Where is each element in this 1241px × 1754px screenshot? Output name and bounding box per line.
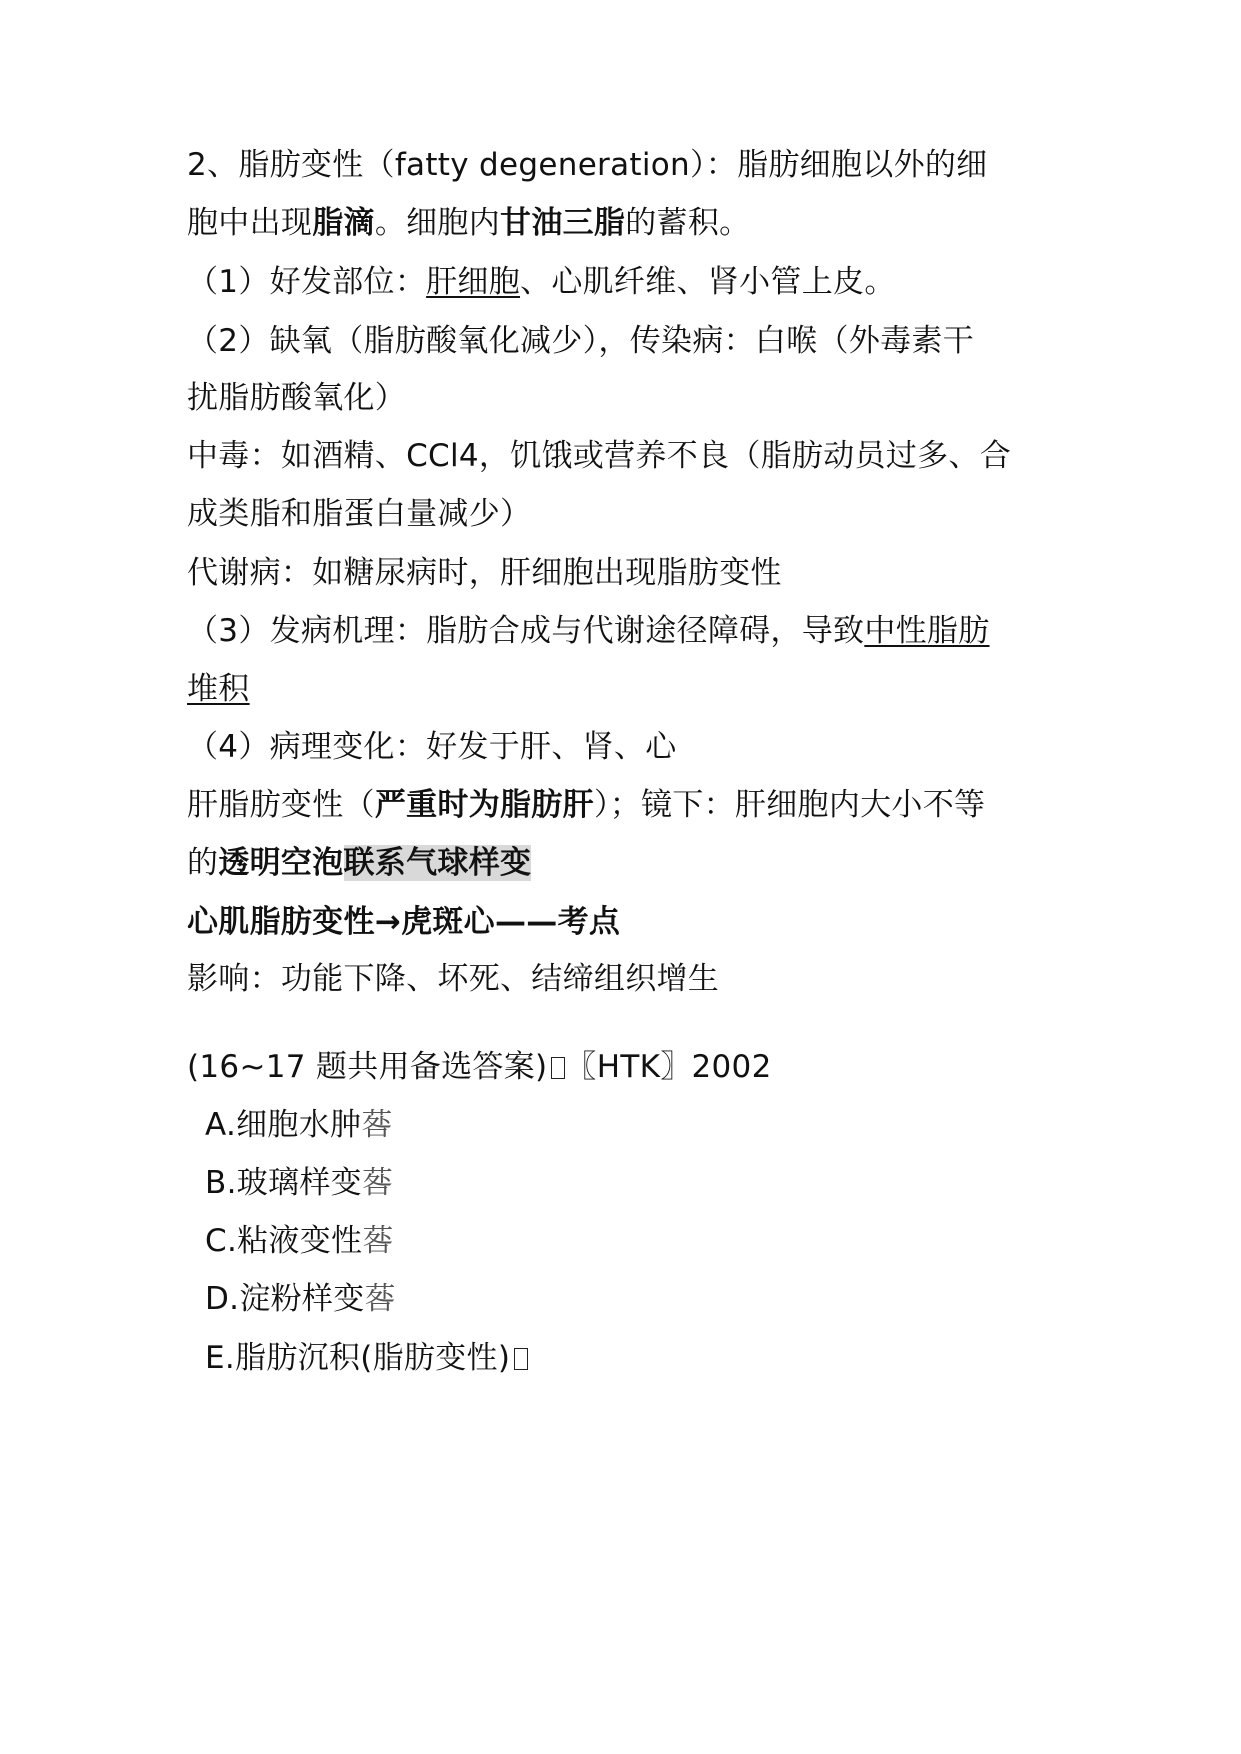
text-span: 2、脂肪变性（fatty degeneration）：脂肪细胞以外的细 (187, 147, 988, 183)
text-line-8 (187, 551, 782, 595)
text-line-5 (187, 376, 406, 420)
text-line-13 (187, 841, 531, 885)
option-glyph: 䓘 (361, 1165, 394, 1201)
text-line-10 (187, 667, 250, 711)
bold-term-triglyceride: 甘油三脂 (500, 205, 626, 241)
underlined-term-accumulation: 堆积 (187, 671, 250, 707)
text-span: 胞中出现 (187, 205, 313, 241)
option-e (205, 1336, 528, 1380)
highlighted-term-balloon-change: 联系气球样变 (343, 845, 532, 881)
text-line-9 (187, 609, 990, 653)
option-b (205, 1161, 393, 1205)
placeholder-box-icon (551, 1057, 565, 1079)
option-text: C.粘液变性 (205, 1223, 363, 1259)
option-text: D.淀粉样变 (205, 1281, 365, 1317)
text-span: （3）发病机理：脂肪合成与代谢途径障碍，导致 (187, 613, 865, 649)
option-a (205, 1103, 393, 1147)
text-span: 中毒：如酒精、CCl4，饥饿或营养不良（脂肪动员过多、合 (187, 438, 1012, 474)
placeholder-box-icon (514, 1348, 528, 1370)
text-span: 。细胞内 (374, 205, 501, 241)
option-text: A.细胞水肿 (205, 1107, 362, 1143)
text-span: 影响：功能下降、坏死、结缔组织增生 (187, 961, 720, 997)
option-glyph: 䓘 (364, 1281, 396, 1317)
text-line-2 (187, 201, 750, 245)
text-line-11 (187, 725, 677, 769)
text-span: 成类脂和脂蛋白量减少） (187, 496, 532, 532)
option-text: E.脂肪沉积(脂肪变性) (205, 1340, 511, 1376)
question-source: 〖HTK〗2002 (565, 1049, 772, 1085)
text-span: （1）好发部位： (187, 264, 427, 300)
text-span: （4）病理变化：好发于肝、肾、心 (187, 729, 677, 765)
question-header (187, 1045, 772, 1089)
bold-term-vacuoles: 透明空泡 (218, 845, 344, 881)
text-line-7 (187, 492, 531, 536)
text-span: 肝脂肪变性（ (187, 787, 375, 823)
option-glyph: 䓘 (361, 1107, 393, 1143)
bold-term-fatty-liver: 严重时为脂肪肝 (374, 787, 594, 823)
option-d (205, 1277, 396, 1321)
bold-key-point: 心肌脂肪变性→虎斑心——考点 (187, 904, 621, 940)
text-span: 的蓄积。 (625, 205, 751, 241)
underlined-term-neutral-fat: 中性脂肪 (864, 613, 990, 649)
option-c (205, 1219, 394, 1263)
text-span: ）；镜下：肝细胞内大小不等 (593, 787, 986, 823)
option-glyph: 䓘 (362, 1223, 394, 1259)
text-span: 、心肌纤维、肾小管上皮。 (520, 264, 896, 300)
text-span: 代谢病：如糖尿病时，肝细胞出现脂肪变性 (187, 555, 782, 591)
text-line-12 (187, 783, 985, 827)
bold-term-lipid-droplet: 脂滴 (312, 205, 375, 241)
text-line-6 (187, 434, 1011, 478)
text-span: （2）缺氧（脂肪酸氧化减少），传染病：白喉（外毒素干 (187, 323, 975, 359)
text-span: 扰脂肪酸氧化） (187, 380, 407, 416)
text-line-1 (187, 143, 987, 187)
text-line-14 (187, 900, 620, 944)
underlined-term-hepatocyte: 肝细胞 (426, 264, 521, 300)
text-line-15 (187, 957, 719, 1001)
question-header-text: (16~17 题共用备选答案) (187, 1049, 548, 1085)
option-text: B.玻璃样变 (205, 1165, 362, 1201)
text-line-3 (187, 260, 896, 304)
text-span: 的 (187, 845, 219, 881)
text-line-4 (187, 319, 974, 363)
